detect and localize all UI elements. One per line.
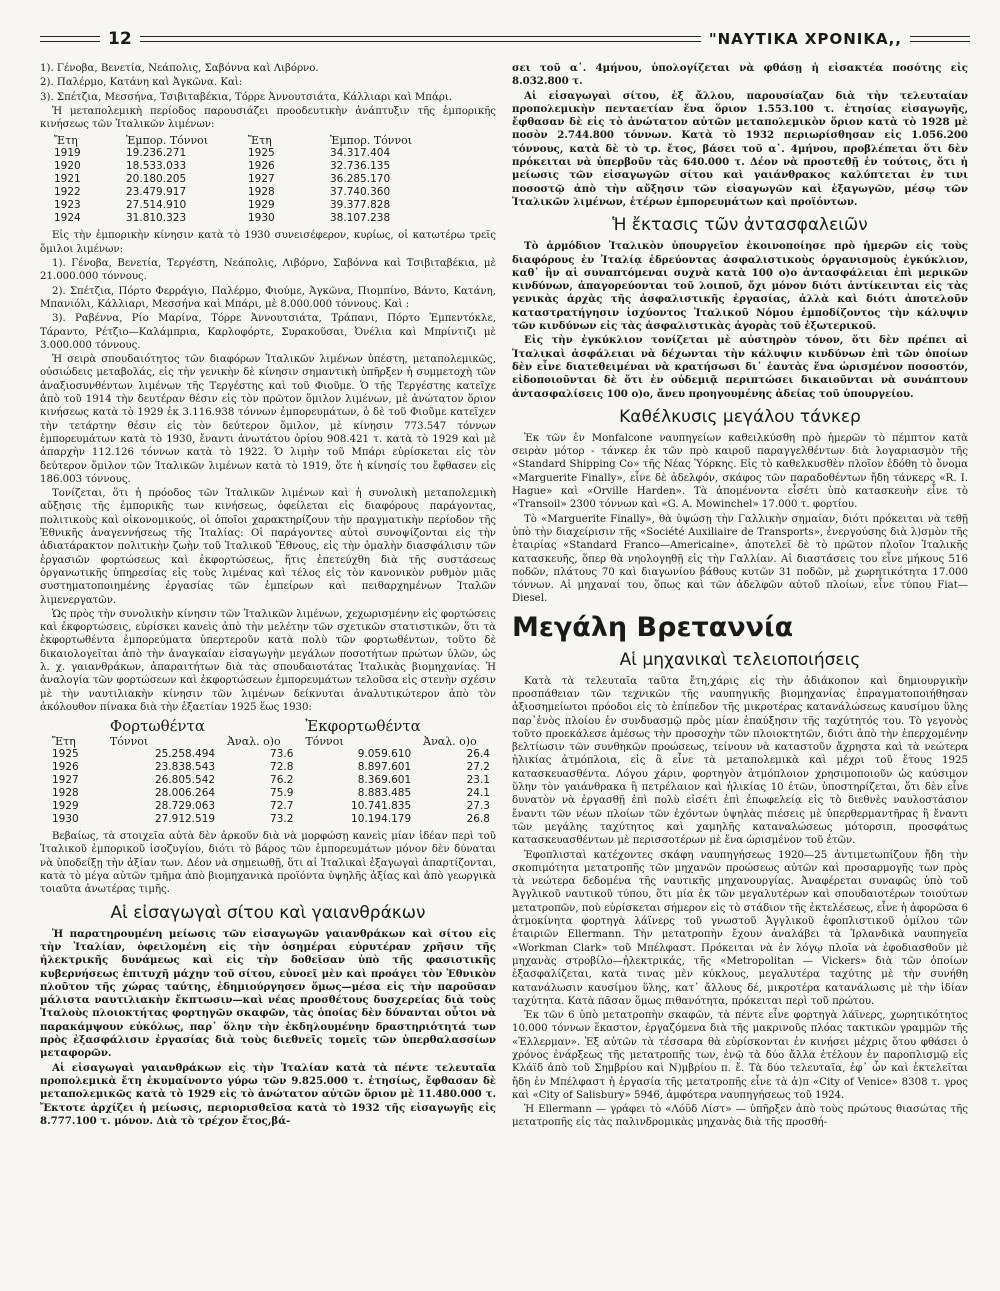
table-cell: 10.741.835 — [351, 800, 412, 813]
paragraph: 2). Παλέρμο, Κατάνη καὶ Ἀγκῶνα. Καὶ: — [40, 77, 243, 89]
table-cell: 27.912.519 — [154, 813, 216, 826]
table-cell: 19.236.271 — [126, 147, 187, 160]
section-heading-great-britain: Μεγάλη Βρεταννία — [512, 611, 794, 643]
table-header-cell: Ἔτη — [52, 735, 76, 749]
table-cell: 1926 — [52, 761, 79, 774]
header-rule-middle — [140, 36, 701, 42]
table-cell: 23.838.543 — [154, 761, 216, 774]
port-traffic-table — [48, 134, 446, 225]
table-cell: 72.8 — [270, 761, 294, 774]
table-cell: 73.2 — [270, 813, 294, 826]
page-header — [40, 28, 970, 50]
table-cell: 38.107.238 — [330, 212, 391, 225]
table-cell: 39.377.828 — [330, 199, 391, 212]
table-cell: 1921 — [54, 173, 81, 186]
table-cell: 27.514.910 — [126, 199, 187, 212]
journal-title: "ΝΑΥΤΙΚΑ ΧΡΟΝΙΚΑ,, — [708, 30, 902, 48]
table-cell: 27.3 — [466, 800, 490, 813]
paragraph: Αἱ εἰσαγωγαὶ σίτου, ἐξ ἄλλου, παρουσίαζαν διὰ τὴν τελευταίαν προπολεμικὴν πενταετίαν ἕνα ὅριον 1.553.100 τ. ἐτησίας εἰσαγωγῆς, ἔφθασαν δὲ εἰς τὸ ἀνώτατον αὐτῶν μεταπολεμικὸν ὅριον κατὰ τὸ 1928 μὲ ποσὸν 2.744.800 τόννων. Κατὰ τὸ 1932 περιωρίσθησαν εἰς 1.056.200 τόννους, κατὰ δὲ τὸ τρ. ἔτος, βάσει τοῦ α᾽. 4μήνου, προβλέπεται ὅτι δὲν πρόκειται νὰ ὑπερβοῦν τὰς 640.000 τ. Δέον νὰ προστεθῇ ἐν τούτοις, ὅτι ἡ μείωσις τῶν εἰσαγωγῶν σίτου καὶ γαιάνθρακος καλύπτεται ἐν τινι ποσοστῷ ἀπὸ τὴν αὔξησιν τῶν εἰσαγωγῶν καὶ ἐξαγωγῶν, μέσῳ τῶν Ἰταλικῶν λιμένων, ἑτέρων ἐμπορευμάτων καὶ προϊόντων. — [512, 89, 968, 208]
table-cell: 26.805.542 — [154, 774, 216, 787]
paragraph: 1). Γένοβα, Βενετία, Τεργέστη, Νεάπολις, Λιβόρνο, Σαβόννα καὶ Τσιβιταβέκια, μὲ 21.000.000 τόννους. — [40, 258, 496, 283]
table-cell: 1924 — [54, 212, 81, 225]
table-cell: 1919 — [54, 147, 81, 160]
table-cell: 8.897.601 — [357, 761, 412, 774]
table-cell: 8.369.601 — [357, 774, 412, 787]
paragraph: Ἡ σειρὰ σπουδαιότητος τῶν διαφόρων Ἰταλικῶν λιμένων ὑπέστη, μεταπολεμικῶς, οὐσιώδεις μεταβολάς, εἰς τὴν γενικὴν δὲ κίνησιν σημαντικὴ ὑπῆρξεν ἡ συμμετοχὴ τῶν ἀναξιοσυνθέντων λιμένων τῆς Τεργέστης καὶ τοῦ Φιοῦμε. Ὁ τῆς Τεργέστης κατεῖχε ἀπὸ τοῦ 1914 τὴν δευτέραν θέσιν εἰς τὸν πρῶτον ὅμιλον λιμένων, μὲ ἀνώτατον ὅριον κινήσεως κατὰ τὸ 1929 ἐκ 3.116.938 τόννων ἐμπορευμάτων, ὁ δὲ τοῦ Φιοῦμε κατεῖχεν τὴν τετάρτην θέσιν εἰς τὸν δεύτερον ὅμιλον, μὲ κίνησιν 773.547 τόννων ἐμπορευμάτων κατὰ τὸ 1930, ἔναντι ἀνωτάτου ὁρίου 908.421 τ. κατὰ τὸ 1929 καὶ μὲ ἀπαρχὴν 112.126 τόννων κατὰ τὸ 1922. Ὁ λιμὴν τοῦ Μπάρι εὑρίσκεται εἰς τὸν δεύτερον ὅμιλον τῶν Ἰταλικῶν λιμένων κατὰ τὸ 1919, ὅτε ἡ κίνησίς του ἔφθασεν εἰς 186.003 τόννους. — [40, 354, 496, 485]
table-cell: 1925 — [52, 748, 79, 761]
table-row — [46, 787, 496, 800]
group-header-loaded: Φορτωθέντα — [109, 717, 205, 736]
paragraph: Εἰς τὴν ἐγκύκλιον τονίζεται μὲ αὐστηρὸν τόνον, ὅτι δὲν πρέπει αἱ Ἰταλικαὶ ἀσφάλειαι νὰ δέχωνται τὴν κάλυψιν κινδύνων ἐπὶ τῶν ὁποίων δὲν εἶνε διατεθειμέναι νὰ κρατήσωσι δι᾽ ἑαυτὰς ἕνα ὡρισμένον ποσοστόν, εἰδοποιοῦνται δὲ ὅτι ἐν οὐδεμιᾷ περιπτώσει δικαιοῦνται νὰ συνάπτουν ἀντασφαλίσεις 100 ο)ο, ἄνευ προηγουμένης ἀδείας τοῦ ὑπουργείου. — [512, 334, 968, 400]
table-cell: 1928 — [52, 787, 79, 800]
table-cell: 18.533.033 — [126, 160, 187, 173]
paragraph: 3). Σπέτζια, Μεσσήνα, Τσιβιταβέκια, Τόρρε Ἀννουτσιάτα, Κάλλιαρι καὶ Μπάρι. — [40, 91, 453, 103]
paragraph: Ἡ μεταπολεμικὴ περίοδος παρουσιάζει προοδευτικὴν ἀνάπτυξιν τῆς ἐμπορικῆς κινήσεως τῶν Ἰταλικῶν λιμένων: — [40, 105, 496, 131]
table-cell: 28.729.063 — [154, 800, 216, 813]
table-cell: 10.194.179 — [351, 813, 412, 826]
right-column — [512, 62, 968, 1277]
table-row — [46, 800, 496, 813]
table-cell: 1926 — [248, 160, 275, 173]
table-cell: 24.1 — [466, 787, 490, 800]
table-cell: 1920 — [54, 160, 81, 173]
section-heading-reinsurance: Ἡ ἔκτασις τῶν ἀντασφαλειῶν — [612, 215, 868, 236]
paragraph: Βεβαίως, τὰ στοιχεῖα αὐτὰ δὲν ἀρκοῦν διὰ νὰ μορφώσῃ κανεὶς μίαν ἰδέαν περὶ τοῦ Ἰταλικοῦ ἐμπορικοῦ ἰσοζυγίου, διότι τὸ βάρος τῶν ἐμπορευμάτων μόνον δὲν δύναται νὰ ὑποδείξῃ τὴν ἀξίαν των. Δέον νὰ σημειωθῇ, ὅτι αἱ Ἰταλικαὶ ἐξαγωγαὶ ἀπαρτίζονται, κατὰ τὸ μέγα αὐτῶν τμῆμα ἀπὸ βιομηχανικὰ προϊόντα ὑψηλῆς ἀξίας καὶ ἀπὸ γεωργικὰ τοιαῦτα ἀνωτέρας τιμῆς. — [40, 831, 496, 896]
table-header-cell: Ἔτη — [54, 134, 78, 148]
table-cell: 9.059.610 — [357, 748, 412, 761]
paragraph: Τονίζεται, ὅτι ἡ πρόοδος τῶν Ἰταλικῶν λιμένων καὶ ἡ συνολικὴ μεταπολεμικὴ αὔξησις τῆς ἐμπορικῆς των κινήσεως, ὀφείλεται εἰς διαφόρους παράγοντας, πολιτικοὺς καὶ οἰκονομικούς, οἱ ὁποῖοι χαρακτηρίζουν τὴν πραγματικὴν περίοδον τῆς Ἐθνικῆς ἀναγεννήσεως τῆς Ἰταλίας: Οἱ παράγοντες αὐτοὶ συνοψίζονται εἰς τὴν ἀδιατάρακτον πολιτικὴν ζωὴν τοῦ Ἰταλικοῦ Ἔθνους, εἰς τὴν ὁμαλὴν διασφάλισιν τῶν ἐργασιῶν φορτώσεως καὶ ἐκφορτώσεως, ἥτις ἐπετεύχθη διὰ τῆς συστάσεως ὀργανωτικῆς ὑπηρεσίας εἰς τοὺς λιμένας καὶ τέλος εἰς τὸν κανονικὸν ρυθμὸν μιᾶς συστηματοποιημένης ἐργασίας τῶν ἐμπείρων καὶ πειθαρχημένων Ἰταλῶν λιμενεργατῶν. — [40, 488, 496, 606]
table-row — [48, 199, 446, 212]
page-number: 12 — [108, 29, 132, 49]
paragraph: Τὸ «Marguerite Finally», θὰ ὑψώσῃ τὴν Γαλλικὴν σημαίαν, διότι πρόκειται νὰ τεθῇ ὑπὸ τὴν διαχείρισιν τῆς «Société Auxiliaire de Transports», ἐνεργούσης διὰ λ)σμὸν τῆς ἑταιρίας «Standard Franco—Americaine», ἀποτελεῖ δὲ τὸ πρῶτον πλοῖον Ἰταλικῆς κατασκευῆς, ὅπερ θὰ νηολογηθῇ εἰς τὴν Γαλλίαν. Αἱ διαστάσεις του εἶνε μήκους 516 ποδῶν, πλάτους 70 καὶ διαγωνίου βάθους κυτῶν 31 ποδῶν, μὲ χωρητικότητα 17.000 τόννων. Αἱ μηχαναί του, ὅπως καὶ τῶν ἀδελφῶν αὐτοῦ πλοίων, εἶνε τύπου Fiat—Diesel. — [512, 513, 968, 605]
table-cell: 73.6 — [270, 748, 294, 761]
table-cell: 1930 — [248, 212, 275, 225]
table-cell: 1929 — [52, 800, 79, 813]
group-header-unloaded: Ἐκφορτωθέντα — [305, 717, 421, 736]
table-cell: 1928 — [248, 186, 275, 199]
table-row — [48, 173, 446, 186]
paragraph: Ὡς πρὸς τὴν συνολικὴν κίνησιν τῶν Ἰταλικῶν λιμένων, χεχωρισμένην εἰς φορτώσεις καὶ ἐκφορτώσεις, εὑρίσκει κανεὶς ἀπὸ τὴν μελέτην τῶν σχετικῶν στατιστικῶν, ὅτι τὰ ἐκφορτωθέντα ἐμπορεύματα ὑπερτεροῦν κατὰ πολὺ τῶν φορτωθέντων, τοῦτο δὲ δικαιολογεῖται ἀπὸ τὴν ἀναγκαίαν εἰσαγωγὴν μεγάλων ποσοτήτων πρώτων ὑλῶν, ὡς λ. χ. γαιανθράκων, ἀπαραιτήτων διὰ τὰς σπουδαιοτάτας Ἰταλικὰς βιομηχανίας. Ἡ ἀναλογία τῶν φορτώσεων καὶ ἐκφορτώσεων ἐμπορευμάτων τελοῦσα εἰς στενὴν σχέσιν μὲ τὴν ναυτιλιακὴν κίνησιν τῶν λιμένων δείκνυται ἀναλυτικώτερον ἀπὸ τὸν ἀκόλουθον πίνακα διὰ τὴν ἑξαετίαν 1925 ἕως 1930: — [40, 608, 496, 713]
table-row — [48, 147, 446, 160]
paragraph: σει τοῦ α᾽. 4μήνου, ὑπολογίζεται νὰ φθάσῃ ἡ εἰσακτέα ποσότης εἰς 8.032.800 τ. — [512, 62, 968, 88]
table-cell: 1927 — [52, 774, 79, 787]
table-header-row — [46, 735, 496, 748]
table-cell: 26.4 — [466, 748, 490, 761]
table-cell: 1929 — [248, 199, 275, 212]
table-row — [46, 761, 496, 774]
table-cell: 72.7 — [270, 800, 294, 813]
table-cell: 1922 — [54, 186, 81, 199]
paragraph: 1). Γένοβα, Βενετία, Νεάπολις, Σαβόννα καὶ Λιβόρνο. — [40, 63, 319, 74]
table-header-cell: Ἔτη — [248, 134, 272, 148]
table-cell: 28.006.264 — [154, 787, 216, 800]
table-row — [46, 774, 496, 787]
table-header-cell: Τόννοι — [109, 735, 149, 749]
header-rule-left — [40, 36, 100, 42]
table-cell: 36.285.170 — [330, 173, 391, 186]
left-column — [40, 62, 496, 1277]
section-heading-tanker: Καθέλκυσις μεγάλου τάνκερ — [619, 406, 861, 427]
table-row — [48, 212, 446, 225]
table-cell: 1925 — [248, 147, 275, 160]
table-cell: 1923 — [54, 199, 81, 212]
paragraph: Ἡ Ellermann — γράφει τὸ «Λόϋδ Λίστ» — ὑπῆρξεν ἀπὸ τοὺς πρώτους θιασώτας τῆς μετατροπῆς εἰς τὰς παλινδρομικὰς μηχανὰς διὰ τῆς προσθή- — [512, 1104, 968, 1129]
table-cell: 25.258.494 — [154, 748, 216, 761]
table-cell: 1930 — [52, 813, 79, 826]
paragraph: 2). Σπέτζια, Πόρτο Φερράγιο, Παλέρμο, Φιούμε, Ἀγκῶνα, Πιομπίνο, Βάντο, Κατάνη, Μπανιόλι, Κάλλιαρι, Μεσσήνα καὶ Μπάρι, μὲ 8.000.000 τόννους. Καὶ : — [40, 285, 496, 310]
header-rule-right — [910, 36, 970, 42]
table-cell: 75.9 — [270, 787, 294, 800]
loading-unloading-table — [46, 717, 496, 826]
table-cell: 1927 — [248, 173, 275, 186]
table-header-cell: Ἀναλ. ο)ο — [227, 735, 281, 749]
table-cell: 37.740.360 — [330, 186, 391, 199]
table-cell: 34.317.404 — [330, 147, 391, 160]
table-row — [48, 186, 446, 199]
paragraph: 3). Ραβέννα, Ρίο Μαρίνα, Τόρρε Ἀννουτσιάτα, Τράπανι, Πόρτο Ἐμπεντόκλε, Τάραντο, Ρέτζιο—Καλάμπρια, Καρλοφόρτε, Συρακοῦσαι, Ὀνέλια καὶ Μπρίντιζι μὲ 3.000.000 τόννους. — [40, 313, 496, 351]
table-cell: 32.736.135 — [330, 160, 391, 173]
paragraph: Ἐφοπλισταὶ κατέχοντες σκάφη ναυπηγήσεως 1920—25 ἀντιμετωπίζουν ἤδη τὴν σκοπιμότητα μετατροπῆς τῶν μηχανῶν προώσεως αὐτῶν καὶ προσαρμογῆς των πρὸς τὰ νεώτερα δεδομένα τῆς ναυτικῆς μηχανουργίας. Ἀναφέρεται συναφῶς ὑπὸ τοῦ Ἀγγλικοῦ ναυτικοῦ τύπου, ὅτι μία ἐκ τῶν μεγαλυτέρων καὶ σπουδαιοτέρων τοιούτων μετατροπῶν, ποὺ εὑρίσκεται σήμερον εἰς τὸ στάδιον τῆς ἐκτελέσεως, εἶνε ἡ ἀφορῶσα 6 ἀτμοκίνητα φορτηγὰ λάϊνερς τοῦ γνωστοῦ Ἀγγλικοῦ ἐφοπλιστικοῦ ὁμίλου τῶν ἑταιριῶν Ellermann. Τὴν μετατροπὴν ἔχουν ἀναλάβει τὰ Ἰρλανδικὰ ναυπηγεῖα «Workman Clark» τοῦ Μπέλφαστ. Πρόκειται νὰ ἐν λόγῳ πλοῖα νὰ ἐφοδιασθοῦν μὲ μηχανὰς στροβίλο—ἠλεκτρικάς, τῆς «Metropolitan — Vickers» διὰ τῶν ὁποίων ἐξασφαλίζεται, κατὰ τινας μὲν κύκλους, μεγαλυτέρα ταχύτης μὲ τὴν συνήθη κατανάλωσιν καυσίμου ὕλης, κατ᾽ ἄλλους δέ, μικροτέρα κατανάλωσις μὲ τὴν ἰδίαν ταχύτητα. Κατὰ πᾶσαν ὅμως πιθανότητα, πρόκειται περὶ τοῦ πρώτου. — [512, 849, 968, 1007]
paragraph: Αἱ εἰσαγωγαὶ γαιανθράκων εἰς τὴν Ἰταλίαν κατὰ τὰ πέντε τελευταῖα προπολεμικὰ ἔτη ἐκυμαίνοντο γύρω τῶν 9.825.000 τ. ἐτησίως, ἔφθασαν δὲ μεταπολεμικῶς κατὰ τὸ 1929 εἰς τὸ ἀνώτατον αὐτῶν ὅριον μὲ 11.480.000 τ. Ἔκτοτε ἀρχίζει ἡ μείωσις, περιορισθεῖσα κατὰ τὸ 1932 τῆς εἰσαγωγῆς εἰς 8.777.100 τ. μόνον. Διὰ τὸ τρέχον ἔτος,βά- — [40, 1061, 496, 1127]
table-row — [46, 813, 496, 826]
table-row — [48, 160, 446, 173]
table-cell: 26.8 — [466, 813, 490, 826]
table-header-cell: Τόννοι — [305, 735, 344, 749]
section-heading-engine-improvements: Αἱ μηχανικαὶ τελειοποιήσεις — [619, 649, 861, 670]
table-row — [46, 748, 496, 761]
table-cell: 8.883.485 — [357, 787, 412, 800]
paragraph: Εἰς τὴν ἐμπορικὴν κίνησιν κατὰ τὸ 1930 συνεισέφερον, κυρίως, οἱ κατωτέρω τρεῖς ὅμιλοι λιμένων: — [40, 230, 496, 255]
table-cell: 27.2 — [466, 761, 490, 774]
paragraph: Ἐκ τῶν 6 ὑπὸ μετατροπὴν σκαφῶν, τὰ πέντε εἶνε φορτηγὰ λάϊνερς, χωρητικότητος 10.000 τόννων ἕκαστον, ἐργαζόμενα διὰ τῆς μακρινοῦς πλόας τακτικῶν γραμμῶν τῆς «Ἑλλερμαν». Ἐξ αὐτῶν τὰ τέσσαρα θὰ εὑρίσκονται ἐν κινήσει μέχρις ὅτου φθάσει ὁ χρόνος ἐνάρξεως τῆς μετατροπῆς των, ἐνῷ τὰ δύο ἄλλα ἐτέλουν ἐν παροπλισμῷ εἰς Κλάϊδ ἀπὸ τοῦ Σημβρίου καὶ Ν)μβρίου π. ἔ. Τὰ δύο τελευταῖα, ἐφ᾽ ὧν καὶ ἐκτελεῖται ἤδη ἐν Μπέλφαστ ἡ ἐργασία τῆς μετατροπῆς εἶνε τὰ ἀ)π «City of Venice» 8308 τ. γρος καὶ «City of Salisbury» 5946, ἀμφότερα ναυπηγήσεως τοῦ 1924. — [512, 1010, 968, 1101]
table-cell: 31.810.323 — [126, 212, 187, 225]
paragraph: Ἐκ τῶν ἐν Monfalcone ναυπηγείων καθειλκύσθη πρὸ ἡμερῶν τὸ πέμπτον κατὰ σειρὰν μότορ - τάνκερ ἐκ τῶν πρὸ καιροῦ παραγγελθέντων διὰ λογαριασμὸν τῆς «Standard Shipping Co» τῆς Νέας Ὑόρκης. Εἰς τὸ καθελκυσθὲν πλοῖον ἐδόθη τὸ ὄνομα «Marguerite Finally», εἶνε δὲ ἀδελφόν, σκάφος τῶν παραδοθέντων ἤδη τάνκερς «R. I. Hague» καὶ «Orville Harden». Τὰ ἀπομένοντα εἶσέτι ὑπὸ κατασκευὴν εἶνε τὸ «Transoil» 2300 τόννων καὶ «G. A. Mowinchel» 17.000 τ. φορτίου. — [512, 432, 968, 511]
section-heading-grain-coal: Αἱ εἰσαγωγαὶ σίτου καὶ γαιανθράκων — [110, 902, 426, 923]
table-header-cell: Ἀναλ. ο)ο — [423, 735, 477, 749]
table-spacer-cell — [46, 717, 104, 735]
table-header-cell: Ἐμπορ. Τόννοι — [126, 134, 209, 148]
table-cell: 76.2 — [270, 774, 294, 787]
table-cell: 23.1 — [466, 774, 490, 787]
table-header-row — [48, 134, 446, 147]
table-group-row — [46, 717, 496, 735]
table-cell: 20.180.205 — [126, 173, 187, 186]
paragraph: Τὸ ἁρμόδιον Ἰταλικὸν ὑπουργεῖον ἐκοινοποίησε πρὸ ἡμερῶν εἰς τοὺς διαφόρους ἐν Ἰταλίᾳ ἑδρεύοντας ἀσφαλιστικοὺς ὀργανισμοὺς ἐγκύκλιον, καθ᾽ ἣν αἱ συναπτόμεναι συχνὰ κατὰ 100 ο)ο ἀντασφάλειαι ἐπὶ μερικῶν κινδύνων, ἀπαγορεύονται τοῦ λοιποῦ, ὄχι μόνον διότι ἀντίκεινται εἰς τὰς γενικὰς ἀρχὰς τῆς ἀσφαλιστικῆς ἐργασίας, ἀλλὰ καὶ διότι ἀποτελοῦν καταστρατήγησιν ἰσχύοντος Ἰταλικοῦ Νόμου ἐμποδίζοντος τὴν κάλυψιν τῶν κινδύνων εἰς τὰς ἀσφαλιστικὰς ἀγορὰς τοῦ ἐξωτερικοῦ. — [512, 240, 968, 333]
paragraph: Κατὰ τὰ τελευταῖα ταῦτα ἔτη,χάρις εἰς τὴν ἀδιάκοπον καὶ δημιουργικὴν προσπάθειαν τῶν τεχνικῶν τῆς ναυπηγικῆς βιομηχανίας ἐπραγματοποιήθησαν ἀξιοσημείωτοι πρόοδοι εἰς τὸ ἐπίπεδον τῆς μικροτέρας κατανάλώσεως καυσίμου ὕλης παρ᾽ἑνὸς πλοίου ἐν συνδυασμῷ πρὸς μίαν ἐπαύξησιν τῆς ταχύτητός του. Τὸ γεγονὸς τοῦτο προεκάλεσε ἀμέσως τὴν προσοχὴν τῶν πλοιοκτητῶν, διότι ἀπὸ τὴν ἐπερχομένην βελτίωσιν τῶν συνθηκῶν προώσεως, τείνουν νὰ καταστοῦν ἄχρηστα καὶ τὰ νεώτερα ἡλικίας ἀτμόπλοια, εἰς ἃ εἶνε τὰ μεταπολεμικὰ καὶ μέχρι τοῦ ἔτους 1925 κατασκευασθέντα. Λόγου χάριν, φορτηγὸν ἀτμόπλοιον χρησιμοποιοῦν ὡς καύσιμον ὕλην τὸν γαιάνθρακα ἢ πετρέλαιον καὶ ἡλικίας 10 ἐτῶν, ὑποστηρίζεται, ὅτι δὲν εἶνε δυνατὸν νὰ ἐργασθῇ ἐπὶ πολὺ εἰσέτι ἐπὶ ἐπωφελείᾳ εἰς τὸ διεθνὲς ναυλοστάσιον ἔναντι τῶν νέων πλοίων τῶν ἐχόντων ὑψηλὰς πιέσεις μὲ ὑπερθερμαντῆρας ἢ ἔναντι τῶν μεγάλης ταχύτητος καὶ χαμηλῆς καταναλώσεως μότορσιπ, προσφάτως κατασκευασθέντων μὲ περισσοτέρων μὲ ἕνα ὡρισμένον τοῦ ἐτῶν. — [512, 675, 968, 847]
paragraph: Ἡ παρατηρουμένη μείωσις τῶν εἰσαγωγῶν γαιανθράκων καὶ σίτου εἰς τὴν Ἰταλίαν, ὀφειλομένη εἰς τὴν ὁσημέραι εὐρυτέραν χρῆσιν τῆς ἠλεκτρικῆς δυνάμεως καὶ εἰς τὴν δοθεῖσαν ὑπὸ τῆς φασιστικῆς κυβερνήσεως ἐπιτυχῆ μάχην τοῦ σίτου, εὑνοεῖ μὲν καὶ προάγει τὸν Ἐθνικὸν πλοῦτον τῆς χώρας ταύτης, ἐδημιούργησεν ὅμως—μέσα εἰς τὴν παροῦσαν μάλιστα ναυτιλιακὴν ἔκπτωσιν—καὶ νέας προσθέτους δυσχερείας διὰ τοὺς Ἰταλοὺς πλοιοκτήτας φορτηγῶν σκαφῶν, τὰς ὁποίας δὲν δύνανται οὗτοι νὰ παρακάμψουν εὐκόλως, παρ᾽ ὅλην τὴν ἐκδηλουμένην δραστηριότητά των πρὸς ἐξασφάλισιν ἐργασίας διὰ τοὺς διεθνεῖς τομεῖς τῶν ὑπερθαλασσίων μεταφορῶν. — [40, 927, 496, 1060]
table-header-cell: Ἐμπορ. Τόννοι — [330, 134, 413, 148]
table-cell: 23.479.917 — [126, 186, 187, 199]
